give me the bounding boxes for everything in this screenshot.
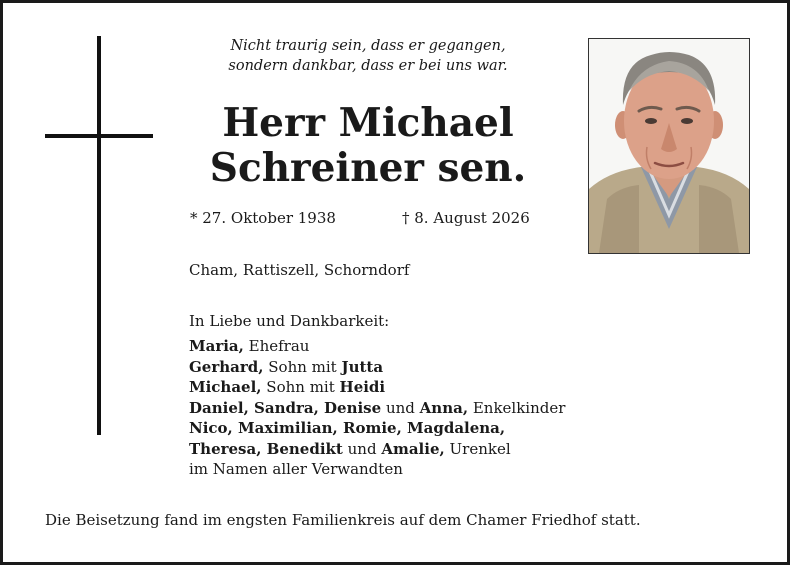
mourner-name: Maria,: [189, 337, 244, 355]
places: Cham, Rattiszell, Schorndorf: [189, 261, 410, 279]
mourner-row: [189, 439, 565, 460]
cross-horizontal-bar: [45, 134, 153, 138]
mourner-relation: Urenkel: [444, 439, 511, 458]
portrait-photo: [588, 38, 750, 254]
mourner-row: [189, 398, 565, 419]
verse-line: Nicht traurig sein, dass er gegangen,: [230, 38, 506, 54]
mourner-row: [189, 377, 565, 398]
mourners-list: [189, 336, 565, 480]
death-date: † 8. August 2026: [402, 209, 530, 227]
name-line: Herr Michael: [222, 100, 514, 146]
name-line: Schreiner sen.: [209, 145, 527, 191]
mourner-relation: Sohn mit: [263, 357, 342, 376]
burial-notice: Die Beisetzung fand im engsten Familienkreis auf dem Chamer Friedhof statt.: [45, 511, 641, 529]
mourner-row: [189, 418, 565, 439]
mourner-name: Nico, Maximilian, Romie, Magdalena,: [189, 419, 506, 437]
cross-vertical-bar: [97, 36, 101, 435]
deceased-name: [183, 101, 553, 191]
mourner-name: Heidi: [339, 378, 386, 396]
birth-date: * 27. Oktober 1938: [190, 209, 336, 227]
memorial-verse: [183, 36, 553, 76]
mourner-name: Michael,: [189, 378, 262, 396]
mourner-relation: Enkelkinder: [468, 398, 566, 417]
mourner-name: Amalie,: [381, 439, 445, 458]
mourner-relation: Sohn mit: [261, 378, 340, 396]
verse-line: sondern dankbar, dass er bei uns war.: [228, 58, 508, 74]
mourner-relation: und: [381, 398, 420, 417]
mourner-relation: im Namen aller Verwandten: [189, 460, 403, 478]
mourner-name: Gerhard,: [189, 357, 264, 376]
mourner-name: Jutta: [341, 357, 384, 376]
mourners-intro: In Liebe und Dankbarkeit:: [189, 312, 390, 330]
mourner-row: [189, 336, 565, 357]
mourner-name: Theresa, Benedikt: [189, 439, 343, 458]
mourner-name: Anna,: [419, 398, 469, 417]
mourner-relation: und: [342, 439, 382, 458]
mourner-row: [189, 357, 565, 378]
portrait-image: [589, 39, 749, 253]
mourner-name: Daniel, Sandra, Denise: [189, 398, 382, 417]
mourner-relation: Ehefrau: [243, 337, 310, 355]
mourner-row: [189, 459, 565, 480]
